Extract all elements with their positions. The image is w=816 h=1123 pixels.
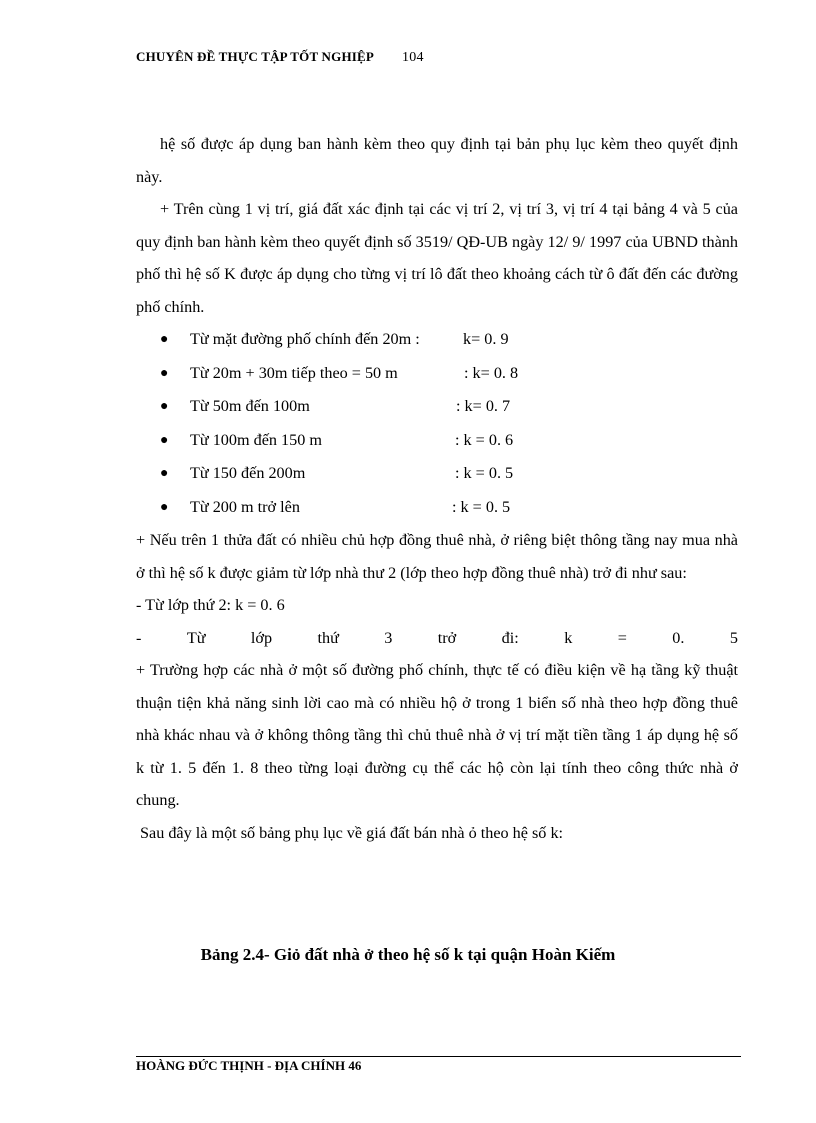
- bullet-icon: ●: [160, 432, 169, 448]
- bullet-icon: ●: [160, 365, 169, 381]
- bullet-icon: ●: [160, 332, 169, 347]
- table-title: Bảng 2.4- Giỏ đất nhà ở theo hệ số k tại quận Hoàn Kiếm: [200, 945, 616, 964]
- paragraph-1: hệ số được áp dụng ban hành kèm theo quy định tại bản phụ lục kèm theo quyết định này.: [136, 135, 738, 186]
- bullet-icon: ●: [160, 499, 169, 515]
- page-number: 104: [402, 50, 424, 65]
- bullet-icon: ●: [160, 466, 169, 481]
- list-item: ● Từ mặt đường phố chính đến 20m : k= 0. 9: [136, 323, 738, 357]
- bullet-icon: ●: [160, 399, 169, 414]
- list-item: ● Từ 50m đến 100m : k= 0. 7: [136, 390, 738, 424]
- paragraph-5: - Từ lớp thứ 3 trở đi: k = 0. 5: [136, 628, 738, 647]
- paragraph-4: - Từ lớp thứ 2: k = 0. 6: [136, 596, 285, 614]
- paragraph-2: + Trên cùng 1 vị trí, giá đất xác định tại các vị trí 2, vị trí 3, vị trí 4 tại bảng 4 và 5 của quy định ban hành kèm theo quyết định số 3519/ QĐ-UB ngày 12/ 9/ 1997 của UBND thành phố thì hệ số K được áp dụng cho từng vị trí lô đất theo khoảng cách từ ô đất đến các đường phố chính.: [136, 200, 738, 316]
- paragraph-7: Sau đây là một số bảng phụ lục về giá đất bán nhà ỏ theo hệ số k:: [140, 823, 564, 842]
- k-coefficient-list: [136, 323, 738, 524]
- body-text: [136, 128, 738, 849]
- paragraph-3: + Nếu trên 1 thửa đất có nhiều chủ hợp đồng thuê nhà, ở riêng biệt thông tầng nay mua nhà ở thì hệ số k được giảm từ lớp nhà thư 2 (lớp theo hợp đồng thuê nhà) trở đi như sau:: [136, 531, 738, 582]
- list-item: ● Từ 100m đến 150 m : k = 0. 6: [136, 424, 738, 458]
- list-item: ● Từ 20m + 30m tiếp theo = 50 m : k= 0. 8: [136, 357, 738, 391]
- list-item: ● Từ 150 đến 200m : k = 0. 5: [136, 457, 738, 491]
- footer-divider: [136, 1056, 741, 1057]
- page-footer: HOÀNG ĐỨC THỊNH - ĐỊA CHÍNH 46: [136, 1058, 362, 1073]
- paragraph-6: + Trường hợp các nhà ở một số đường phố chính, thực tế có điều kiện về hạ tầng kỹ thuật thuận tiện khả năng sinh lời cao mà có nhiều hộ ở trong 1 biển số nhà theo hợp đồng thuê nhà khác nhau và ở không thông tầng thì chủ thuê nhà ở vị trí mặt tiền tầng 1 áp dụng hệ số k từ 1. 5 đến 1. 8 theo từng loại đường cụ thể các hộ còn lại tính theo công thức nhà ở chung.: [136, 661, 738, 809]
- header-title: CHUYÊN ĐỀ THỰC TẬP TỐT NGHIỆP: [136, 49, 375, 64]
- page-header: [136, 49, 424, 66]
- list-item: ● Từ 200 m trở lên : k = 0. 5: [136, 491, 738, 525]
